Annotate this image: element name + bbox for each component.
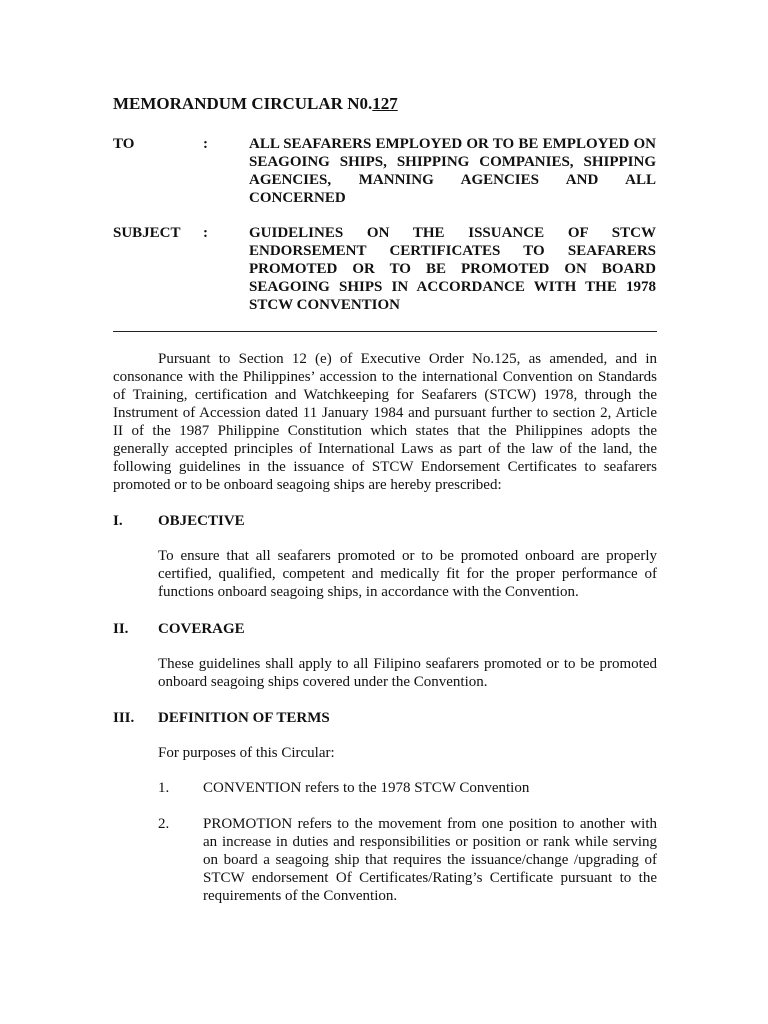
circular-number: 127: [372, 94, 398, 113]
to-colon: :: [203, 136, 208, 152]
section-3-number: III.: [113, 710, 135, 726]
section-2-title: COVERAGE: [158, 621, 245, 637]
to-value: ALL SEAFARERS EMPLOYED OR TO BE EMPLOYED ON SEAGOING SHIPS, SHIPPING COMPANIES, SHIPPING AGENCIES, MANNING AGENCIES AND ALL CONCERNED: [249, 136, 656, 206]
header-divider: [113, 331, 657, 332]
section-2-number: II.: [113, 621, 129, 637]
definition-2-text: PROMOTION refers to the movement from one position to another with an increase in duties and responsibilities or position or rank while serving on board a seagoing ship that requires the issuance/change /upgrading of STCW endorsement Of Certificates/Rating’s Certificate pursuant to the requirements of the Convention.: [203, 816, 657, 904]
section-3-title: DEFINITION OF TERMS: [158, 710, 330, 726]
intro-paragraph: Pursuant to Section 12 (e) of Executive Order No.125, as amended, and in consonance with the Philippines’ accession to the international Convention on Standards of Training, certification and Watchkeeping for Seafarers (STCW) 1978, through the Instrument of Accession dated 11 January 1984 and pursuant further to section 2, Article II of the 1987 Philippine Constitution which states that the Philippines adopts the generally accepted principles of International Laws as part of the law of the land, the following guidelines in the issuance of STCW Endorsement Certificates to seafarers promoted or to be onboard seagoing ships are hereby prescribed:: [113, 351, 657, 493]
to-label: TO: [113, 136, 135, 152]
section-1-number: I.: [113, 513, 123, 529]
definition-1-number: 1.: [158, 780, 170, 796]
section-2-body: These guidelines shall apply to all Filipino seafarers promoted or to be promoted onboard seagoing ships covered under the Convention.: [158, 656, 657, 690]
definition-1-text: CONVENTION refers to the 1978 STCW Convention: [203, 780, 530, 796]
definition-2-number: 2.: [158, 816, 170, 832]
section-3-body: For purposes of this Circular:: [158, 745, 335, 761]
subject-label: SUBJECT: [113, 225, 181, 241]
subject-colon: :: [203, 225, 208, 241]
section-1-title: OBJECTIVE: [158, 513, 245, 529]
section-1-body: To ensure that all seafarers promoted or to be promoted onboard are properly certified, qualified, competent and medically fit for the proper performance of functions onboard seagoing ships, in accordance with the Convention.: [158, 548, 657, 600]
title-prefix: MEMORANDUM CIRCULAR N0.: [113, 94, 373, 113]
page-title: [113, 94, 398, 114]
subject-value: GUIDELINES ON THE ISSUANCE OF STCW ENDORSEMENT CERTIFICATES TO SEAFARERS PROMOTED OR TO BE PROMOTED ON BOARD SEAGOING SHIPS IN ACCORDANCE WITH THE 1978 STCW CONVENTION: [249, 225, 656, 313]
